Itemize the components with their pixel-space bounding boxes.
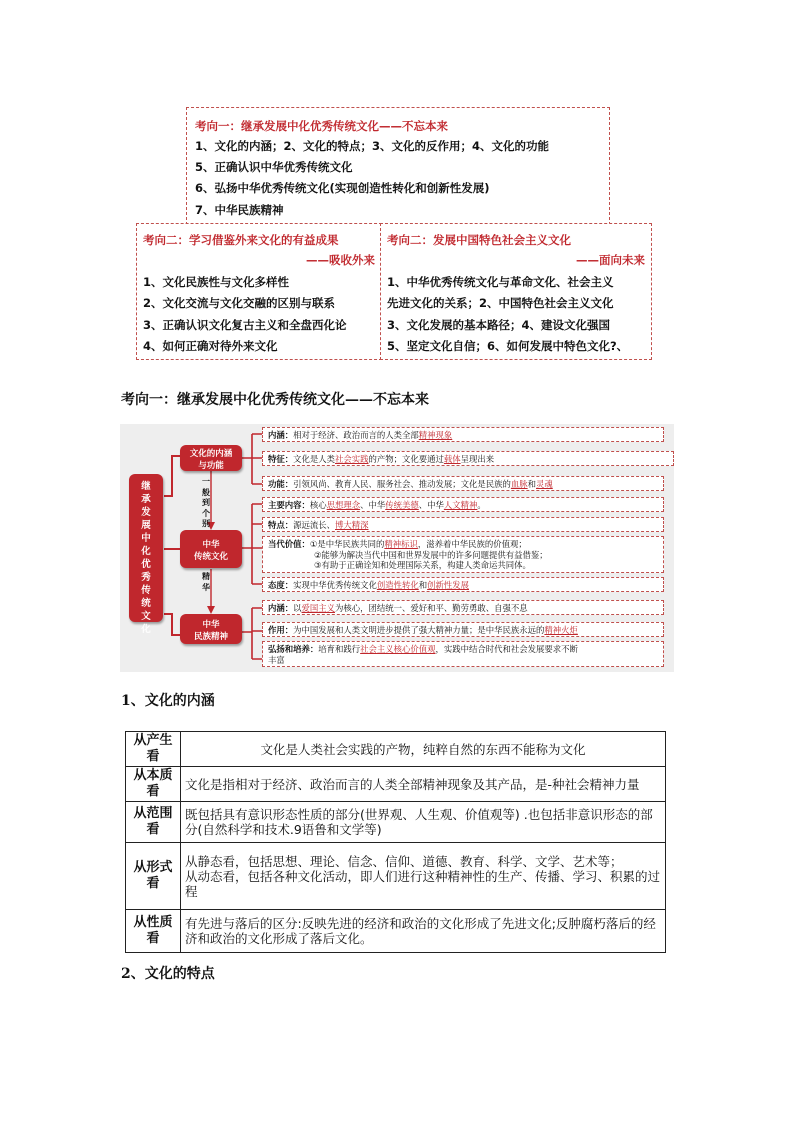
link-label-essence: 精华 <box>202 572 210 592</box>
dir3-title: 考向二：发展中国特色社会主义文化 <box>387 233 571 247</box>
label: 当代价值： <box>268 539 310 549</box>
dir1-title: 考向一：继承发展中化优秀传统文化——不忘本来 <box>195 119 448 133</box>
text: 实现中华优秀传统文化 <box>293 580 377 590</box>
dir1-item: 1、文化的内涵；2、文化的特点；3、文化的反作用；4、文化的功能 <box>195 139 550 153</box>
dir3-item: 先进文化的关系；2、中国特色社会主义文化 <box>387 296 614 310</box>
heading-1: 1、文化的内涵 <box>121 693 215 709</box>
highlight: 创造性转化 <box>376 580 419 590</box>
b1-content <box>262 427 664 442</box>
highlight: 思想理念 <box>326 500 361 510</box>
b2-contemporary-value <box>262 536 664 573</box>
dir1-item: 7、中华民族精神 <box>195 203 284 217</box>
node-label: 民族精神 <box>193 632 228 642</box>
node-traditional-culture <box>180 530 242 568</box>
row-text-cell <box>181 843 666 910</box>
b2-main-content <box>262 497 664 512</box>
heading-2: 2、文化的特点 <box>121 966 215 982</box>
dir2-item: 2、文化交流与文化交融的区别与联系 <box>143 296 335 310</box>
highlight: 精神火炬 <box>544 625 578 635</box>
row-text: 从动态看，包括各种文化活动，即人们进行这种精神性的生产、传播、学习、积累的过程 <box>185 868 661 899</box>
label: 弘扬和培养： <box>268 644 319 654</box>
node-label: 文化的内涵 <box>189 449 233 459</box>
text: 引领风尚、教育人民、服务社会、推动发展；文化是民族的 <box>293 479 511 489</box>
row-header: 从性质看 <box>126 910 181 953</box>
label: 作用： <box>268 625 294 635</box>
highlight: 人文精神 <box>443 500 478 510</box>
highlight: 创新性发展 <box>427 580 469 590</box>
link-label-general-to-specific: 一般到个别 <box>202 477 210 528</box>
dir2-subtitle: ——吸收外来 <box>306 253 375 267</box>
label: 特点： <box>268 520 294 530</box>
text: ①是中华民族共同的 <box>309 539 385 549</box>
dir3-item: 5、坚定文化自信；6、如何发展中特色文化?、 <box>387 339 629 353</box>
text: 核心 <box>309 500 327 510</box>
b1-function <box>262 476 664 491</box>
table-row <box>126 802 666 843</box>
dir3-item: 3、文化发展的基本路径；4、建设文化强国 <box>387 318 611 332</box>
row-text: 文化是人类社会实践的产物，纯粹自然的东西不能称为文化 <box>181 732 666 767</box>
node-label: 传统文化 <box>193 552 228 562</box>
highlight: 载体 <box>443 454 461 464</box>
label: 特征： <box>268 454 294 464</box>
section-heading: 考向一：继承发展中化优秀传统文化——不忘本来 <box>121 392 429 408</box>
table-row <box>126 732 666 767</box>
row-header: 从形式看 <box>126 843 181 910</box>
dir2-title: 考向二：学习借鉴外来文化的有益成果 <box>143 233 339 247</box>
highlight: 精神标识 <box>384 539 418 549</box>
node-national-spirit <box>180 614 242 644</box>
text: 和 <box>527 479 536 489</box>
text: 文化是人类 <box>293 454 335 464</box>
dir1-item: 5、正确认识中华优秀传统文化 <box>195 160 353 174</box>
root-node <box>129 474 163 635</box>
b3-role <box>262 622 664 637</box>
highlight: 精神现象 <box>418 430 453 440</box>
dir2-item: 3、正确认识文化复古主义和全盘西化论 <box>143 318 347 332</box>
highlight: 传统美德 <box>385 500 419 510</box>
text: ，实践中结合时代和社会发展要求不断 <box>435 644 578 654</box>
node-label: 中华 <box>202 620 220 630</box>
table-row <box>126 910 666 953</box>
row-header: 从产生看 <box>126 732 181 767</box>
node-label: 中华 <box>202 540 220 550</box>
highlight: 社会主义核心价值观 <box>360 644 436 654</box>
row-text: 从静态看，包括思想、理论、信念、信仰、道德、教育、科学、文学、艺术等； <box>185 853 623 869</box>
row-text: 既包括具有意识形态性质的部分(世界观、人生观、价值观等) .也包括非意识形态的部分(自然科学和技术.9语鲁和文学等) <box>181 802 666 843</box>
text: 、中华 <box>418 500 444 510</box>
highlight: 爱国主义 <box>301 603 335 613</box>
overview-box-dir3 <box>380 223 652 360</box>
text: 源远流长、 <box>293 520 335 530</box>
text: ③有助于正确诠知和处理国际关系，构建人类命运共同体。 <box>314 560 531 570</box>
label: 态度： <box>268 580 294 590</box>
text: 以 <box>293 603 302 613</box>
dir2-item: 4、如何正确对待外来文化 <box>143 339 278 353</box>
text: 、中华 <box>360 500 386 510</box>
node-label: 与功能 <box>198 461 224 471</box>
highlight: 社会实践 <box>335 454 369 464</box>
culture-meaning-table <box>125 731 666 953</box>
text: ②能够为解决当代中国和世界发展中的许多问题提供有益借鉴； <box>314 549 548 560</box>
b2-trait <box>262 517 664 532</box>
table-row <box>126 767 666 802</box>
b1-feature <box>262 451 674 466</box>
b2-attitude <box>262 577 664 592</box>
label: 功能： <box>268 479 294 489</box>
text: 呈现出来 <box>460 454 495 464</box>
label: 主要内容： <box>268 500 310 510</box>
b3-content <box>262 600 664 615</box>
text: 培育和践行 <box>318 644 361 654</box>
row-text: 文化是指相对于经济、政治而言的人类全部精神现象及其产品，是-种社会精神力量 <box>181 767 666 802</box>
root-node-label: 继承发展中化优秀传统文化 <box>141 481 151 635</box>
overview-box-dir2 <box>136 223 382 360</box>
label: 内涵： <box>268 430 294 440</box>
node-culture-function <box>180 445 242 471</box>
dir1-item: 6、弘扬中华优秀传统文化(实现创造性转化和创新性发展) <box>195 181 490 195</box>
text: 的产物；文化要通过 <box>368 454 444 464</box>
text: 为核心，团结统一、爱好和平、勤劳勇敢、自强不息 <box>335 603 528 613</box>
text: 为中国发展和人类文明进步提供了强大精神力量；是中华民族永远的 <box>293 625 545 635</box>
row-header: 从本质看 <box>126 767 181 802</box>
label: 内涵： <box>268 603 294 613</box>
highlight: 血脉 <box>510 479 528 489</box>
highlight: 博大精深 <box>335 520 369 530</box>
row-header: 从范围看 <box>126 802 181 843</box>
text: 和 <box>418 580 428 590</box>
overview-box-dir1 <box>186 107 610 225</box>
text: ，滋养着中华民族的价值观； <box>417 539 527 549</box>
table-row <box>126 843 666 910</box>
text: 相对于经济、政治而言的人类全部 <box>293 430 419 440</box>
highlight: 灵魂 <box>536 479 553 489</box>
row-text: 有先进与落后的区分:反映先进的经济和政治的文化形成了先进文化;反肿腐朽落后的经济和政治的文化形成了落后文化。 <box>181 910 666 953</box>
dir3-item: 1、中华优秀传统文化与革命文化、社会主义 <box>387 275 614 289</box>
text: 丰富 <box>268 654 285 665</box>
mind-map-diagram <box>120 424 674 672</box>
text: 。 <box>477 500 486 510</box>
dir2-item: 1、文化民族性与文化多样性 <box>143 275 290 289</box>
b3-carry-forward <box>262 641 664 667</box>
dir3-subtitle: ——面向未来 <box>576 253 645 267</box>
